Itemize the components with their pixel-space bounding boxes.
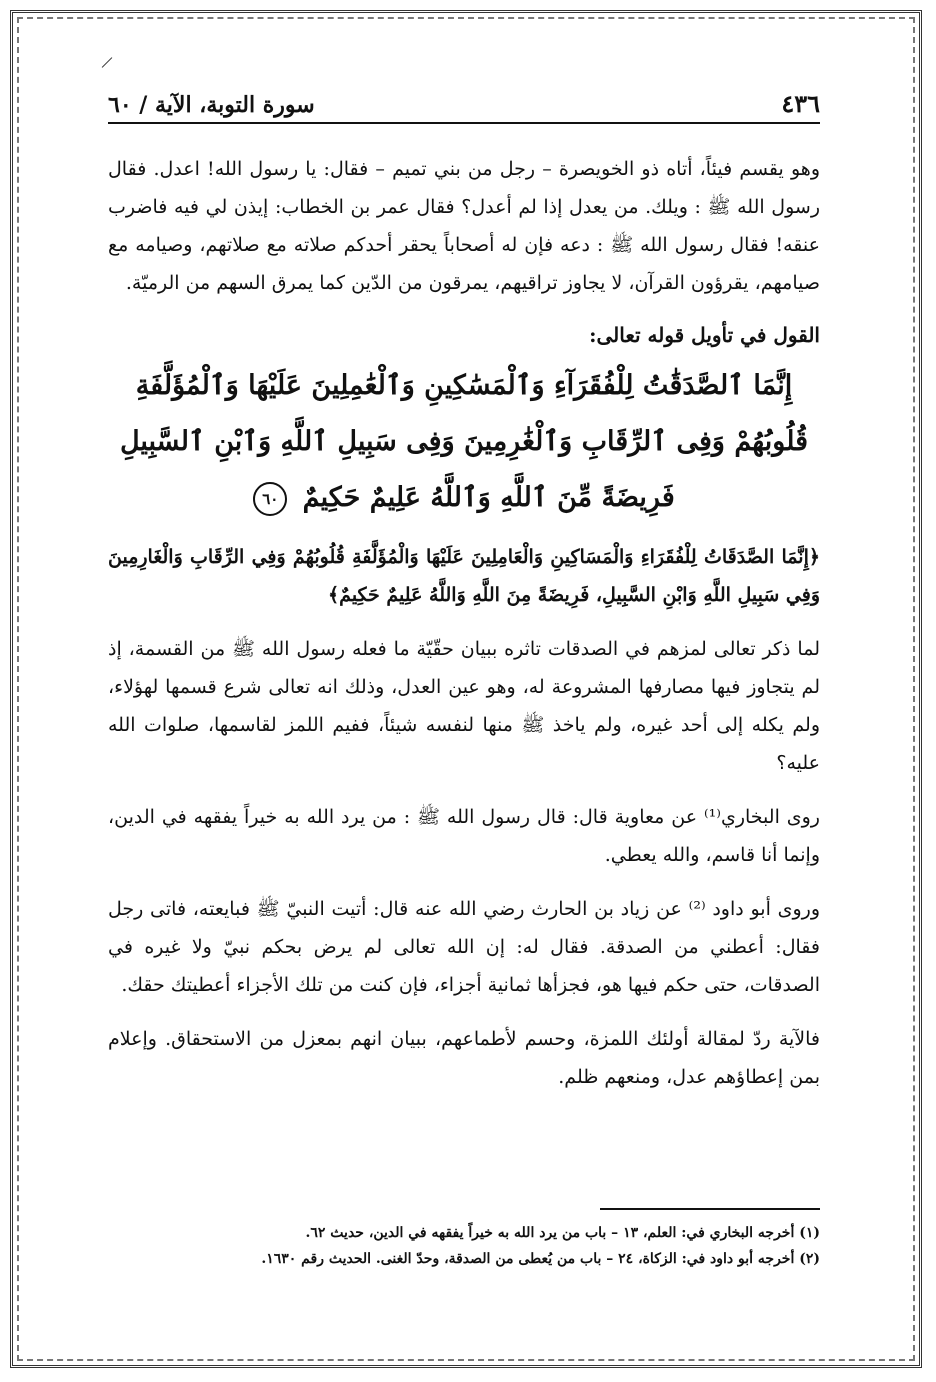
- paragraph-conclusion: فالآية ردّ لمقالة أولئك اللمزة، وحسم لأطماعهم، ببيان انهم بمعزل من الاستحقاق. وإعلام بمن إعطاؤهم عدل، ومنعهم ظلم.: [108, 1028, 820, 1088]
- paragraph-commentary: لما ذكر تعالى لمزهم في الصدقات تاثره ببيان حقّيّة ما فعله رسول الله ﷺ من القسمة، إذ لم يتجاوز فيها مصارفها المشروعة له، وهو عين العدل، وذلك انه تعالى شرع قسمها لهؤلاء، ولم يكله إلى أحد غيره، ولم ياخذ ﷺ منها لنفسه شيئاً، ففيم اللمز لقاسمها، صلوات الله عليه؟: [108, 638, 820, 774]
- paragraph-hadith-continuation: وهو يقسم فيئاً، أتاه ذو الخويصرة – رجل من بني تميم – فقال: يا رسول الله! اعدل. فقال رسول الله ﷺ : ويلك. من يعدل إذا لم أعدل؟ فقال عمر بن الخطاب: إيذن لي فيه فاضرب عنقه! فقال رسول الله ﷺ : دعه فإن له أصحاباً يحقر أحدكم صلاته مع صلاتهم، وصيامه مع صيامهم، يقرؤون القرآن، لا يجاوز تراقيهم، يمرقون من الدّين كما يمرق السهم من الرميّة.: [108, 158, 820, 294]
- paragraph-abu-dawud: وروى أبو داود ⁽²⁾ عن زياد بن الحارث رضي الله عنه قال: أتيت النبيّ ﷺ فبايعته، فاتى رجل فقال: أعطني من الصدقة. فقال له: إن الله تعالى لم يرض بحكم نبيّ ولا غيره في الصدقات، حتى حكم فيها هو، فجزأها ثمانية أجزاء، فإن كنت من تلك الأجزاء أعطيتك حقك.: [108, 898, 821, 996]
- quran-verse-text: إِنَّمَا ٱلصَّدَقَٰتُ لِلْفُقَرَآءِ وَٱلْمَسَٰكِينِ وَٱلْعَٰمِلِينَ عَلَيْهَا وَٱلْمُؤَلَّفَةِ قُلُوبُهُمْ وَفِى ٱلرِّقَابِ وَٱلْغَٰرِمِينَ وَفِى سَبِيلِ ٱللَّهِ وَٱبْنِ ٱلسَّبِيلِ فَرِيضَةً مِّنَ ٱللَّهِ وَٱللَّهُ عَلِيمٌ حَكِيمٌ: [119, 370, 809, 513]
- page-number: ٤٣٦: [781, 89, 820, 118]
- page: [108, 70, 820, 1310]
- paragraph-bukhari: روى البخاري⁽¹⁾ عن معاوية قال: قال رسول الله ﷺ : من يرد الله به خيراً يفقهه في الدين، وإنما أنا قاسم، والله يعطي.: [108, 806, 820, 866]
- footnote-2: (٢) أخرجه أبو داود في: الزكاة، ٢٤ – باب من يُعطى من الصدقة، وحدّ الغنى. الحديث رقم ١٦٣٠.: [261, 1251, 820, 1267]
- page-body: [108, 150, 820, 1112]
- running-header: [108, 78, 820, 118]
- surah-title: سورة التوبة، الآية / ٦٠: [108, 92, 315, 118]
- quran-verse: [108, 358, 820, 526]
- footnote-1: (١) أخرجه البخاري في: العلم، ١٣ – باب من يرد الله به خيراً يفقهه في الدين، حديث ٦٢.: [305, 1225, 820, 1241]
- footnotes: [108, 1220, 820, 1272]
- ayah-number-badge: ٦٠: [253, 482, 287, 516]
- footnote-rule: [600, 1208, 820, 1210]
- header-rule: [108, 122, 820, 124]
- section-heading: القول في تأويل قوله تعالى:: [589, 323, 820, 347]
- verse-quote: ﴿إِنَّمَا الصَّدَقَاتُ لِلْفُقَرَاءِ وَالْمَسَاكِينِ وَالْعَامِلِينَ عَلَيْهَا وَالْمُؤَلَّفَةِ قُلُوبُهُمْ وَفِي الرِّقَابِ وَالْغَارِمِينَ وَفِي سَبِيلِ اللَّهِ وَابْنِ السَّبِيلِ، فَرِيضَةً مِنَ اللَّهِ وَاللَّهُ عَلِيمٌ حَكِيمٌ﴾: [108, 546, 820, 606]
